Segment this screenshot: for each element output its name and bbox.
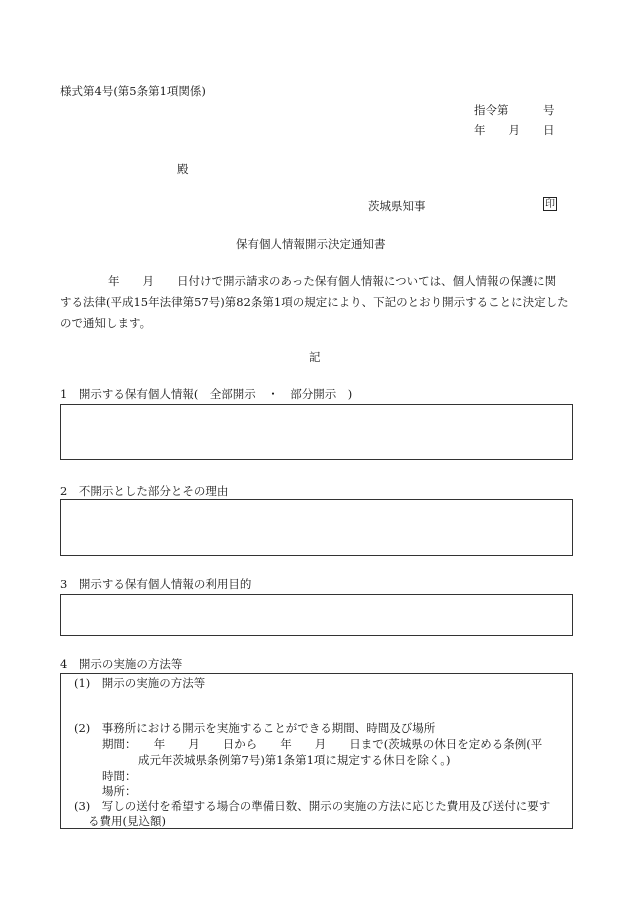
section-4-box bbox=[60, 673, 573, 829]
section-2-heading: 2 不開示とした部分とその理由 bbox=[60, 484, 229, 498]
section-4-item-3-line-2: る費用(見込額) bbox=[88, 814, 166, 828]
issue-date: 年 月 日 bbox=[474, 123, 555, 137]
section-4-heading: 4 開示の実施の方法等 bbox=[60, 657, 183, 671]
seal-stamp: 印 bbox=[545, 199, 555, 210]
body-line-2: する法律(平成15年法律第57号)第82条第1項の規定により、下記のとおり開示することに決定した bbox=[60, 295, 569, 309]
section-4-item-3-line-1: (3) 写しの送付を希望する場合の準備日数、開示の実施の方法に応じた費用及び送付に要す bbox=[74, 799, 551, 813]
body-line-1: 年 月 日付けで開示請求のあった保有個人情報については、個人情報の保護に関 bbox=[108, 274, 557, 288]
period-line-2: 成元年茨城県条例第7号)第1条第1項に規定する休日を除く。) bbox=[138, 753, 451, 767]
section-4-item-1: (1) 開示の実施の方法等 bbox=[74, 676, 206, 690]
section-1-heading: 1 開示する保有個人情報( 全部開示 ・ 部分開示 ) bbox=[60, 387, 353, 401]
form-number: 様式第4号(第5条第1項関係) bbox=[60, 84, 206, 98]
section-4-item-2: (2) 事務所における開示を実施することができる期間、時間及び場所 bbox=[74, 721, 436, 735]
period-line-1: 期間： 年 月 日から 年 月 日まで(茨城県の休日を定める条例(平 bbox=[102, 737, 543, 751]
order-number: 指令第 号 bbox=[474, 103, 555, 117]
place-label: 場所： bbox=[102, 784, 137, 798]
sender-name: 茨城県知事 bbox=[368, 199, 426, 213]
body-line-3: ので通知します。 bbox=[60, 316, 152, 330]
section-3-heading: 3 開示する保有個人情報の利用目的 bbox=[60, 577, 252, 591]
section-1-box[interactable] bbox=[60, 404, 573, 460]
time-label: 時間： bbox=[102, 769, 137, 783]
ki-heading: 記 bbox=[309, 350, 321, 364]
addressee: 殿 bbox=[177, 162, 189, 176]
document-title: 保有個人情報開示決定通知書 bbox=[236, 237, 386, 251]
section-3-box[interactable] bbox=[60, 594, 573, 636]
section-2-box[interactable] bbox=[60, 499, 573, 556]
